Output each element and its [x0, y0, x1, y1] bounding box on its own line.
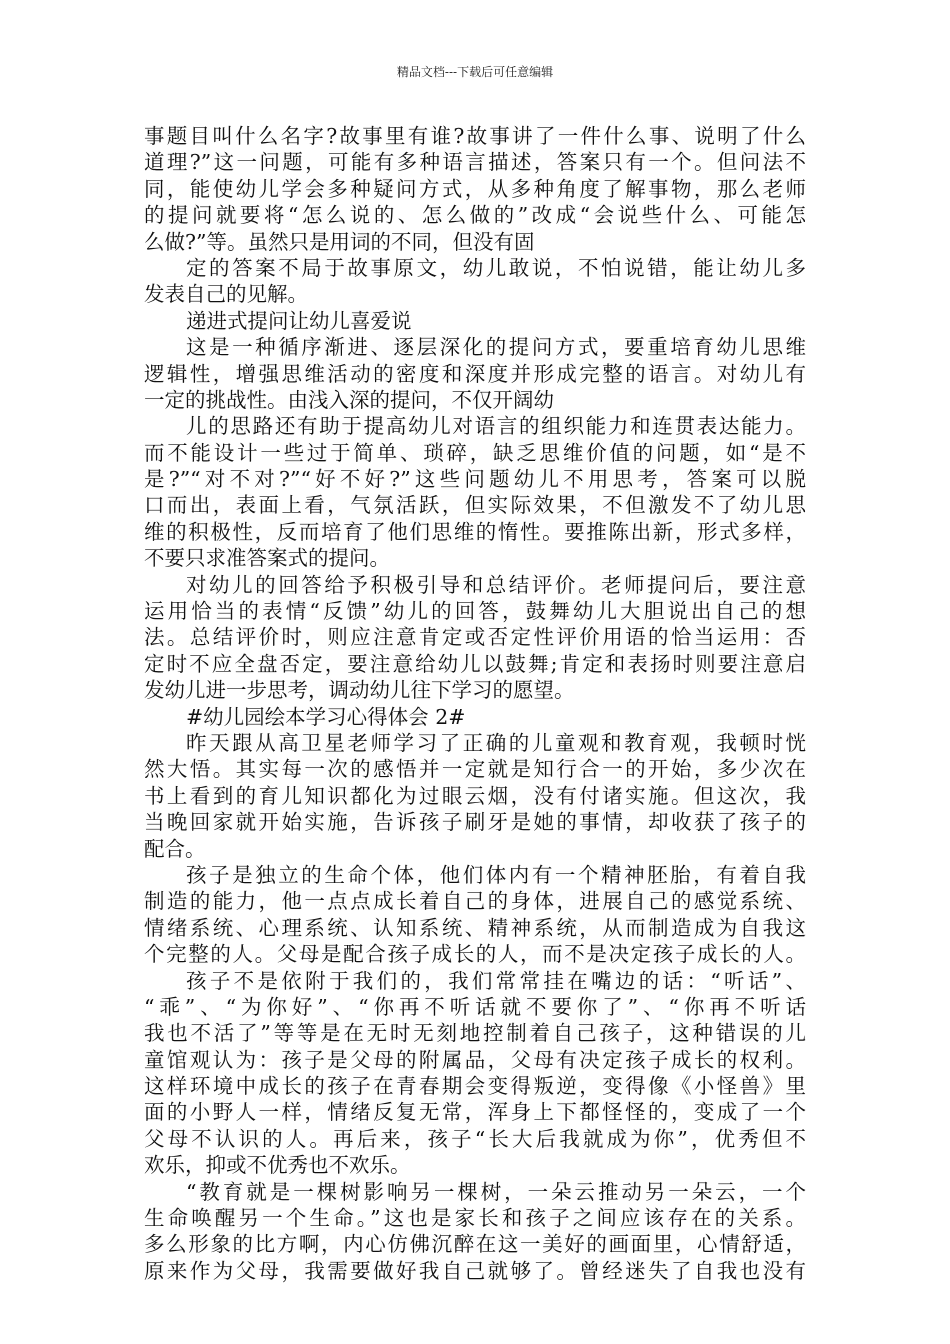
text-line: 生命唤醒另一个生命。”这也是家长和孩子之间应该存在的关系。 — [144, 1206, 806, 1231]
text-line: 面的小野人一样，情绪反复无常，浑身上下都怪怪的，变成了一个 — [144, 1100, 806, 1125]
text-line: 口而出，表面上看，气氛活跃，但实际效果，不但激发不了幼儿思 — [144, 493, 806, 518]
text-line: 发幼儿进一步思考，调动幼儿往下学习的愿望。 — [144, 678, 575, 703]
text-line: 是?”“对不对?”“好不好?”这些问题幼儿不用思考，答案可以脱 — [144, 467, 806, 492]
document-body — [144, 123, 806, 1284]
text-line: 制造的能力，他一点点成长着自己的身体，进展自己的感觉系统、 — [144, 889, 806, 914]
text-line: 我也不活了”等等是在无时无刻地控制着自己孩子，这种错误的儿 — [144, 1021, 806, 1046]
text-line: 维的积极性，反而培育了他们思维的惰性。要推陈出新，形式多样， — [144, 519, 806, 544]
text-line: 父母不认识的人。再后来，孩子“长大后我就成为你”，优秀但不 — [144, 1126, 806, 1151]
text-line: 道理?”这一问题，可能有多种语言描述，答案只有一个。但问法不 — [144, 150, 806, 175]
text-line: 情绪系统、心理系统、认知系统、精神系统，从而制造成为自我这 — [144, 915, 806, 940]
text-line: 定的答案不局于故事原文，幼儿敢说，不怕说错，能让幼儿多 — [186, 255, 806, 280]
text-line: “乖”、“为你好”、“你再不听话就不要你了”、“你再不听话 — [144, 994, 806, 1019]
text-line: 对幼儿的回答给予积极引导和总结评价。老师提问后，要注意 — [186, 572, 806, 597]
text-line: 运用恰当的表情“反馈”幼儿的回答，鼓舞幼儿大胆说出自己的想 — [144, 599, 806, 624]
text-line: 而不能设计一些过于简单、琐碎，缺乏思维价值的问题，如“是不 — [144, 440, 806, 465]
text-line: 法。总结评价时，则应注意肯定或否定性评价用语的恰当运用：否 — [144, 625, 806, 650]
text-line: 发表自己的见解。 — [144, 282, 308, 307]
text-line: 个完整的人。父母是配合孩子成长的人，而不是决定孩子成长的人。 — [144, 942, 806, 967]
text-line: 的提问就要将“怎么说的、怎么做的”改成“会说些什么、可能怎 — [144, 203, 806, 228]
text-line: “教育就是一棵树影响另一棵树，一朵云推动另一朵云，一个 — [186, 1179, 806, 1204]
text-line: 童馆观认为：孩子是父母的附属品，父母有决定孩子成长的权利。 — [144, 1047, 806, 1072]
text-line: 么做?”等。虽然只是用词的不同，但没有固 — [144, 229, 535, 254]
text-line: 孩子不是依附于我们的，我们常常挂在嘴边的话：“听话”、 — [186, 968, 806, 993]
text-line: 逻辑性，增强思维活动的密度和深度并形成完整的语言。对幼儿有 — [144, 361, 806, 386]
text-line: 这是一种循序渐进、逐层深化的提问方式，要重培育幼儿思维 — [186, 335, 806, 360]
text-line: 配合。 — [144, 836, 206, 861]
text-line: 多么形象的比方啊，内心仿佛沉醉在这一美好的画面里，心情舒适， — [144, 1232, 806, 1257]
text-line: 孩子是独立的生命个体，他们体内有一个精神胚胎，有着自我 — [186, 862, 806, 887]
text-line: 儿的思路还有助于提高幼儿对语言的组织能力和连贯表达能力。 — [186, 414, 806, 439]
text-line: #幼儿园绘本学习心得体会 2# — [186, 704, 466, 729]
text-line: 不要只求准答案式的提问。 — [144, 546, 390, 571]
text-line: 昨天跟从高卫星老师学习了正确的儿童观和教育观，我顿时恍 — [186, 730, 806, 755]
text-line: 定时不应全盘否定，要注意给幼儿以鼓舞;肯定和表扬时则要注意启 — [144, 651, 806, 676]
text-line: 书上看到的育儿知识都化为过眼云烟，没有付诸实施。但这次，我 — [144, 783, 806, 808]
text-line: 递进式提问让幼儿喜爱说 — [186, 308, 412, 333]
text-line: 事题目叫什么名字?故事里有谁?故事讲了一件什么事、说明了什么 — [144, 124, 806, 148]
text-line: 一定的挑战性。由浅入深的提问，不仅开阔幼 — [144, 387, 554, 412]
text-line: 当晚回家就开始实施，告诉孩子刷牙是她的事情，却收获了孩子的 — [144, 810, 806, 835]
text-line: 原来作为父母，我需要做好我自己就够了。曾经迷失了自我也没有 — [144, 1258, 806, 1283]
page-header: 精品文档---下载后可任意编辑 — [396, 65, 554, 79]
text-line: 同，能使幼儿学会多种疑问方式，从多种角度了解事物，那么老师 — [144, 176, 806, 201]
text-line: 这样环境中成长的孩子在青春期会变得叛逆，变得像《小怪兽》里 — [144, 1074, 806, 1099]
text-line: 然大悟。其实每一次的感悟并一定就是知行合一的开始，多少次在 — [144, 757, 806, 782]
text-line: 欢乐，抑或不优秀也不欢乐。 — [144, 1153, 411, 1178]
